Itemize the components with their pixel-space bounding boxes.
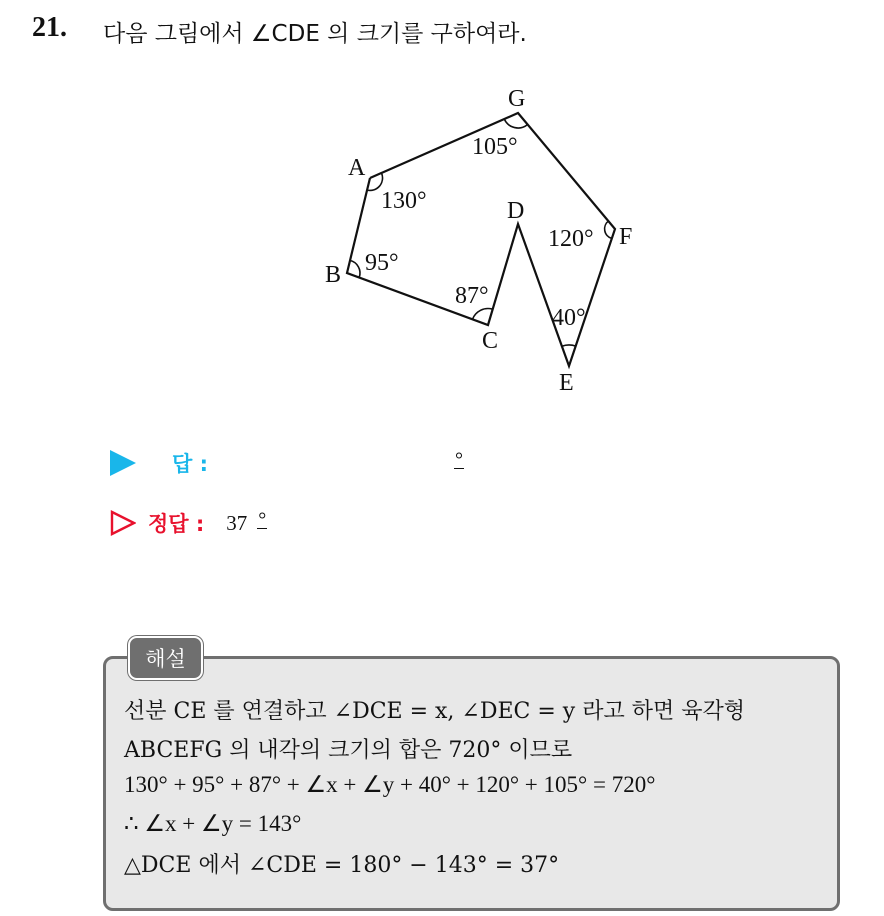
angle-label-c: 87° [455, 283, 489, 309]
angle-label-a: 130° [381, 188, 427, 214]
angle-arc-e [562, 345, 576, 346]
answer-blank-unit[interactable]: ° [455, 449, 463, 471]
correct-answer-value: 37 [226, 510, 248, 535]
answer-label: 답 : [172, 452, 208, 476]
question-text: 다음 그림에서 ∠CDE 의 크기를 구하여라. [103, 21, 527, 47]
angle-label-f: 120° [548, 226, 594, 252]
vertex-label-b: B [325, 262, 342, 288]
explanation-line-2: ABCEFG 의 내각의 크기의 합은 720° 이므로 [124, 738, 573, 763]
angle-label-e: 40° [552, 305, 586, 331]
correct-answer-label: 정답 : [148, 512, 205, 536]
vertex-label-a: A [348, 155, 366, 181]
explanation-line-1: 선분 CE 를 연결하고 ∠DCE = x, ∠DEC = y 라고 하면 육각형 [124, 699, 745, 724]
correct-answer-row [110, 508, 267, 538]
vertex-label-d: D [507, 198, 525, 224]
angle-label-b: 95° [365, 250, 399, 276]
explanation-line-5: △DCE 에서 ∠CDE = 180° − 143° = 37° [124, 853, 560, 878]
vertex-label-f: F [619, 224, 633, 250]
question-number: 21. [32, 12, 67, 43]
explanation-line-3: 130° + 95° + 87° + ∠x + ∠y + 40° + 120° + 105° = 720° [124, 772, 656, 797]
play-triangle-icon [110, 450, 136, 476]
vertex-label-e: E [559, 370, 574, 396]
explanation-line-4: ∴ ∠x + ∠y = 143° [124, 811, 302, 836]
correct-answer-unit: ° [258, 508, 267, 531]
answer-row [110, 448, 208, 478]
vertex-label-g: G [508, 86, 526, 112]
geometry-figure [300, 80, 660, 400]
angle-label-g: 105° [472, 134, 518, 160]
explanation-tag: 해설 [128, 636, 203, 680]
outline-triangle-icon [110, 510, 136, 536]
vertex-label-c: C [482, 328, 499, 354]
